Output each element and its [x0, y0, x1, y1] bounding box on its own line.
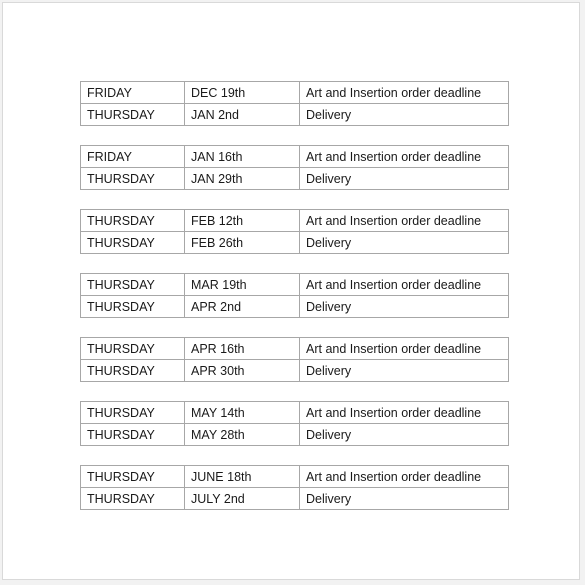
schedule-table — [80, 465, 509, 510]
schedule-table — [80, 145, 509, 190]
task-cell: Art and Insertion order deadline — [300, 146, 509, 168]
schedule-tables — [80, 81, 508, 529]
date-cell: JULY 2nd — [185, 488, 300, 510]
task-cell: Art and Insertion order deadline — [300, 82, 509, 104]
schedule-table — [80, 401, 509, 446]
table-row — [81, 274, 509, 296]
day-cell: THURSDAY — [81, 488, 185, 510]
task-cell: Delivery — [300, 232, 509, 254]
schedule-table — [80, 209, 509, 254]
day-cell: THURSDAY — [81, 168, 185, 190]
day-cell: THURSDAY — [81, 210, 185, 232]
table-row — [81, 104, 509, 126]
day-cell: THURSDAY — [81, 402, 185, 424]
task-cell: Delivery — [300, 360, 509, 382]
task-cell: Art and Insertion order deadline — [300, 274, 509, 296]
date-cell: JAN 16th — [185, 146, 300, 168]
task-cell: Art and Insertion order deadline — [300, 210, 509, 232]
table-row — [81, 488, 509, 510]
table-row — [81, 82, 509, 104]
date-cell: MAR 19th — [185, 274, 300, 296]
table-row — [81, 360, 509, 382]
date-cell: APR 16th — [185, 338, 300, 360]
task-cell: Delivery — [300, 296, 509, 318]
day-cell: THURSDAY — [81, 338, 185, 360]
date-cell: APR 2nd — [185, 296, 300, 318]
table-row — [81, 424, 509, 446]
date-cell: JAN 29th — [185, 168, 300, 190]
table-row — [81, 232, 509, 254]
document-page — [2, 2, 580, 580]
table-row — [81, 210, 509, 232]
date-cell: FEB 12th — [185, 210, 300, 232]
day-cell: FRIDAY — [81, 82, 185, 104]
day-cell: THURSDAY — [81, 296, 185, 318]
table-row — [81, 402, 509, 424]
day-cell: THURSDAY — [81, 466, 185, 488]
task-cell: Delivery — [300, 104, 509, 126]
task-cell: Delivery — [300, 488, 509, 510]
schedule-table — [80, 273, 509, 318]
table-row — [81, 168, 509, 190]
task-cell: Art and Insertion order deadline — [300, 402, 509, 424]
table-row — [81, 466, 509, 488]
date-cell: MAY 14th — [185, 402, 300, 424]
table-row — [81, 146, 509, 168]
day-cell: FRIDAY — [81, 146, 185, 168]
day-cell: THURSDAY — [81, 424, 185, 446]
day-cell: THURSDAY — [81, 274, 185, 296]
table-row — [81, 296, 509, 318]
date-cell: MAY 28th — [185, 424, 300, 446]
task-cell: Art and Insertion order deadline — [300, 466, 509, 488]
date-cell: JUNE 18th — [185, 466, 300, 488]
schedule-table — [80, 337, 509, 382]
date-cell: APR 30th — [185, 360, 300, 382]
schedule-table — [80, 81, 509, 126]
date-cell: FEB 26th — [185, 232, 300, 254]
day-cell: THURSDAY — [81, 232, 185, 254]
date-cell: JAN 2nd — [185, 104, 300, 126]
task-cell: Delivery — [300, 168, 509, 190]
task-cell: Art and Insertion order deadline — [300, 338, 509, 360]
table-row — [81, 338, 509, 360]
task-cell: Delivery — [300, 424, 509, 446]
day-cell: THURSDAY — [81, 104, 185, 126]
date-cell: DEC 19th — [185, 82, 300, 104]
day-cell: THURSDAY — [81, 360, 185, 382]
